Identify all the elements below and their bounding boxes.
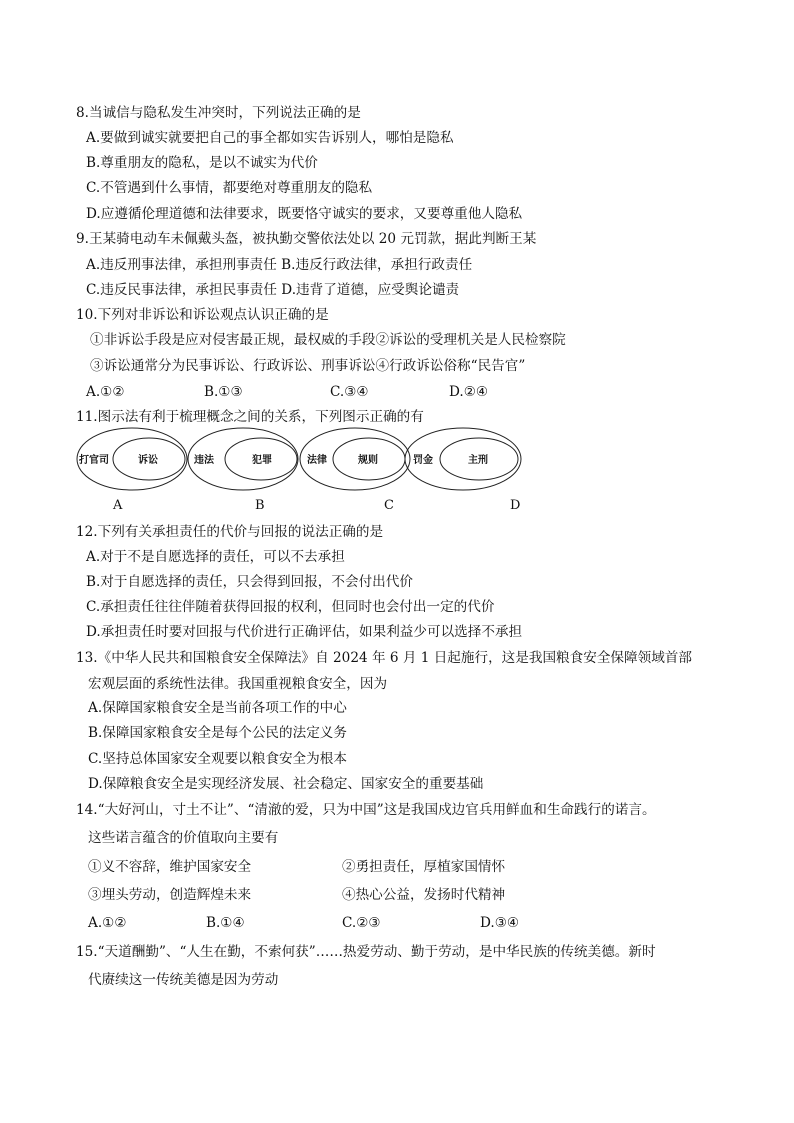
q14-option-b: B.①④ bbox=[206, 915, 245, 931]
q10-option-b: B.①③ bbox=[204, 384, 243, 400]
diagram-b-letter: B bbox=[255, 498, 265, 513]
q11-concept-diagrams bbox=[76, 426, 526, 492]
q12-option-c: C.承担责任往往伴随着获得回报的权利，但同时也会付出一定的代价 bbox=[86, 599, 495, 615]
diagram-b-outer-label: 违法 bbox=[194, 455, 214, 466]
diagram-d-letter: D bbox=[510, 498, 521, 513]
q8-option-c: C.不管遇到什么事情，都要绝对尊重朋友的隐私 bbox=[86, 180, 373, 196]
q12-option-d: D.承担责任时要对回报与代价进行正确评估，如果利益少可以选择不承担 bbox=[86, 624, 523, 640]
q13-stem-line1: 13.《中华人民共和国粮食安全保障法》自 2024 年 6 月 1 日起施行，这是我国粮食安全保障领域首部 bbox=[76, 650, 692, 666]
diagram-a-letter: A bbox=[113, 498, 123, 513]
diagram-a-inner-label: 诉讼 bbox=[138, 455, 158, 466]
q15-stem-line1: 15.“天道酬勤”、“人生在勤，不索何获”……热爱劳动、勤于劳动，是中华民族的传统美德。新时 bbox=[76, 944, 656, 960]
q9-options-cd: C.违反民事法律，承担民事责任 D.违背了道德，应受舆论谴责 bbox=[86, 282, 460, 298]
q14-statement-4: ④热心公益，发扬时代精神 bbox=[342, 887, 506, 903]
q14-stem-line2: 这些诺言蕴含的价值取向主要有 bbox=[88, 830, 279, 846]
q13-option-a: A.保障国家粮食安全是当前各项工作的中心 bbox=[88, 700, 347, 716]
diagram-a-outer-label: 打官司 bbox=[79, 455, 109, 466]
q13-option-c: C.坚持总体国家安全观要以粮食安全为根本 bbox=[88, 751, 347, 767]
diagram-c bbox=[300, 428, 410, 490]
q14-option-c: C.②③ bbox=[342, 915, 381, 931]
diagram-d bbox=[405, 428, 521, 490]
q13-option-b: B.保障国家粮食安全是每个公民的法定义务 bbox=[88, 725, 347, 741]
q14-stem-line1: 14.“大好河山，寸土不让”、“清澈的爱，只为中国”这是我国戍边官兵用鲜血和生命践行的诺言。 bbox=[76, 802, 656, 818]
q9-stem: 9.王某骑电动车未佩戴头盔，被执勤交警依法处以 20 元罚款，据此判断王某 bbox=[76, 231, 537, 247]
q13-option-d: D.保障粮食安全是实现经济发展、社会稳定、国家安全的重要基础 bbox=[88, 776, 484, 792]
q8-stem: 8.当诚信与隐私发生冲突时，下列说法正确的是 bbox=[76, 105, 361, 121]
q10-option-a: A.①② bbox=[86, 384, 125, 400]
q10-statements-34: ③诉讼通常分为民事诉讼、行政诉讼、刑事诉讼④行政诉讼俗称“民告官” bbox=[90, 358, 526, 374]
q14-statement-2: ②勇担责任，厚植家国情怀 bbox=[342, 859, 506, 875]
q13-stem-line2: 宏观层面的系统性法律。我国重视粮食安全，因为 bbox=[88, 676, 388, 692]
q10-statements-12: ①非诉讼手段是应对侵害最正规，最权威的手段②诉讼的受理机关是人民检察院 bbox=[90, 332, 566, 348]
q8-option-d: D.应遵循伦理道德和法律要求，既要恪守诚实的要求，又要尊重他人隐私 bbox=[86, 206, 523, 222]
q14-option-a: A.①② bbox=[88, 915, 127, 931]
q11-stem: 11.图示法有利于梳理概念之间的关系，下列图示正确的有 bbox=[76, 409, 424, 425]
q14-statement-3: ③埋头劳动，创造辉煌未来 bbox=[88, 887, 252, 903]
q12-stem: 12.下列有关承担责任的代价与回报的说法正确的是 bbox=[76, 524, 384, 540]
q14-statement-1: ①义不容辞，维护国家安全 bbox=[88, 859, 252, 875]
q8-option-b: B.尊重朋友的隐私，是以不诚实为代价 bbox=[86, 155, 318, 171]
diagram-a bbox=[77, 428, 187, 490]
diagram-c-letter: C bbox=[384, 498, 394, 513]
q12-option-b: B.对于自愿选择的责任，只会得到回报，不会付出代价 bbox=[86, 574, 413, 590]
q10-option-d: D.②④ bbox=[449, 384, 489, 400]
diagram-c-outer-label: 法律 bbox=[307, 455, 327, 466]
diagram-b-inner-label: 犯罪 bbox=[252, 455, 272, 466]
diagram-d-outer-label: 罚金 bbox=[413, 455, 433, 466]
diagram-b bbox=[188, 428, 298, 490]
q10-stem: 10.下列对非诉讼和诉讼观点认识正确的是 bbox=[76, 307, 329, 323]
diagram-c-inner-label: 规则 bbox=[358, 455, 378, 466]
q15-stem-line2: 代赓续这一传统美德是因为劳动 bbox=[88, 972, 279, 988]
q14-option-d: D.③④ bbox=[480, 915, 520, 931]
q9-options-ab: A.违反刑事法律，承担刑事责任 B.违反行政法律，承担行政责任 bbox=[86, 257, 473, 273]
q10-option-c: C.③④ bbox=[330, 384, 369, 400]
q8-option-a: A.要做到诚实就要把自己的事全都如实告诉别人，哪怕是隐私 bbox=[86, 130, 454, 146]
q12-option-a: A.对于不是自愿选择的责任，可以不去承担 bbox=[86, 549, 345, 565]
diagram-d-inner-label: 主刑 bbox=[468, 455, 488, 466]
